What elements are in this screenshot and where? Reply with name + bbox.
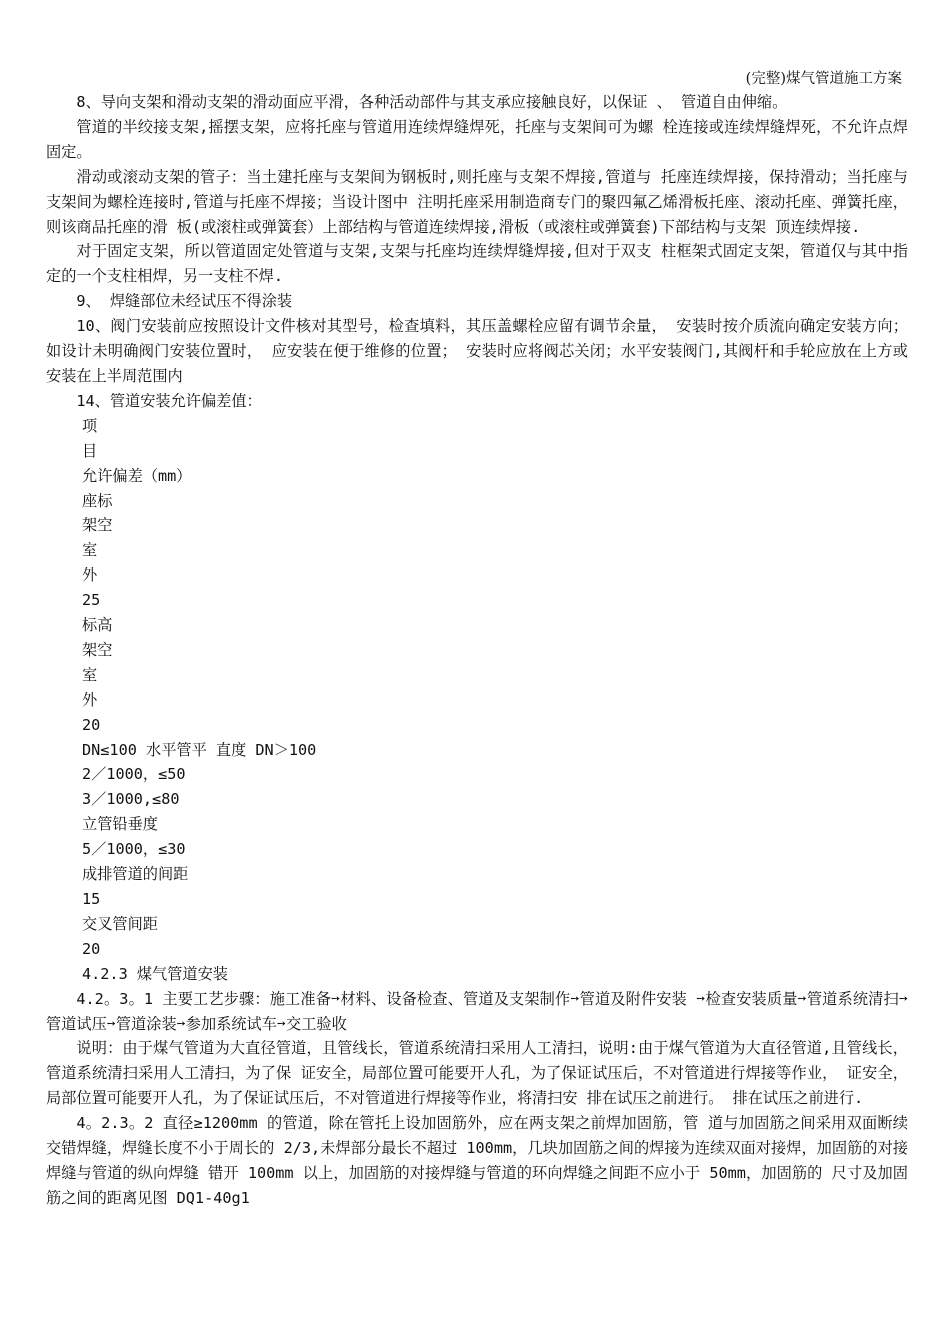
table-line: 外 (82, 566, 98, 585)
table-line: 室 (82, 541, 98, 560)
table-line: 5／1000，≤30 (82, 840, 186, 859)
paragraph-valve-install: 10、阀门安装前应按照设计文件核对其型号，检查填料，其压盖螺栓应留有调节余量， 安装时按介质流向确定安装方向；如设计未明确阀门安装位置时， 应安装在便于维修的位置； 安装时应将阀芯关闭；水平安装阀门,其阀杆和手轮应放在上方或安装在上半周范围内 (46, 317, 908, 385)
table-line: 标高 (82, 616, 113, 635)
section-heading: 4.2.3 煤气管道安装 (82, 964, 228, 983)
table-line: 25 (82, 591, 101, 610)
document-body (46, 90, 908, 1211)
table-line: 立管铅垂度 (82, 815, 158, 834)
table-line: 交叉管间距 (82, 914, 158, 933)
paragraph-explanation: 说明：由于煤气管道为大直径管道，且管线长，管道系统清扫采用人工清扫，说明:由于煤气管道为大直径管道,且管线长，管道系统清扫采用人工清扫，为了保 证安全，局部位置可能要开人孔，为了保证试压后，不对管道进行焊接等作业， 证安全，局部位置可能要开人孔，为了保证试压后，不对管道进行焊接等作业，将清扫安 排在试压之前进行。 排在试压之前进行. (46, 1039, 908, 1108)
tolerance-table-lines (46, 414, 908, 987)
page-header-title: (完整)煤气管道施工方案 (745, 71, 902, 87)
table-line: 座标 (82, 491, 113, 510)
paragraph-process-steps: 4.2。3。1 主要工艺步骤：施工准备➙材料、设备检查、管道及支架制作➙管道及附件安装 ➙检查安装质量➙管道系统清扫➙管道试压➙管道涂装➙参加系统试车➙交工验收 (46, 989, 908, 1033)
table-line: 3／1000,≤80 (82, 790, 180, 809)
paragraph-tolerance-heading: 14、管道安装允许偏差值： (76, 391, 262, 410)
table-line: 项 (82, 416, 98, 435)
paragraph-hinged-support: 管道的半绞接支架,摇摆支架，应将托座与管道用连续焊缝焊死，托座与支架间可为螺 栓连接或连续焊缝焊死，不允许点焊固定。 (46, 117, 908, 161)
paragraph-guide-support: 8、导向支架和滑动支架的滑动面应平滑，各种活动部件与其支承应接触良好，以保证 、 管道自由伸缩。 (76, 93, 788, 111)
table-line: 架空 (82, 640, 113, 659)
table-line: DN≤100 水平管平 直度 DN＞100 (82, 740, 317, 759)
paragraph-fixed-support: 对于固定支架，所以管道固定处管道与支架,支架与托座均连续焊缝焊接,但对于双支 柱框架式固定支架，管道仅与其中指定的一个支柱相焊，另一支柱不焊. (46, 242, 908, 286)
table-line: 室 (82, 665, 98, 684)
paragraph-sliding-support: 滑动或滚动支架的管子：当土建托座与支架间为钢板时,则托座与支架不焊接,管道与 托座连续焊接，保持滑动；当托座与支架间为螺栓连接时,管道与托座不焊接；当设计图中 注明托座采用制造商专门的聚四氟乙烯滑板托座、滚动托座、弹簧托座，则该商品托座的滑 板(或滚柱或弹簧套）上部结构与管道连续焊接,滑板（或滚柱或弹簧套)下部结构与支架 顶连续焊接. (46, 167, 908, 236)
table-line: 20 (82, 939, 101, 958)
table-line: 目 (82, 441, 98, 460)
paragraph-weld-coating: 9、 焊缝部位未经试压不得涂装 (76, 292, 293, 311)
table-line: 外 (82, 690, 98, 709)
table-line: 2／1000，≤50 (82, 765, 186, 784)
table-line: 允许偏差（mm） (82, 466, 192, 485)
table-line: 15 (82, 890, 101, 908)
paragraph-large-diameter: 4。2.3。2 直径≥1200mm 的管道，除在管托上设加固筋外，应在两支架之前焊加固筋，管 道与加固筋之间采用双面断续交错焊缝，焊缝长度不小于周长的 2/3,未焊部分最长不超过 100mm，几块加固筋之间的焊接为连续双面对接焊，加固筋的对接焊缝与管道的纵向焊缝 错开 100mm 以上，加固筋的对接焊缝与管道的环向焊缝之间距不应小于 50mm，加固筋的 尺寸及加固筋之间的距离见图 DQ1-40g1 (46, 1114, 908, 1207)
table-line: 架空 (82, 516, 113, 535)
table-line: 成排管道的间距 (82, 865, 189, 884)
table-line: 20 (82, 715, 101, 734)
